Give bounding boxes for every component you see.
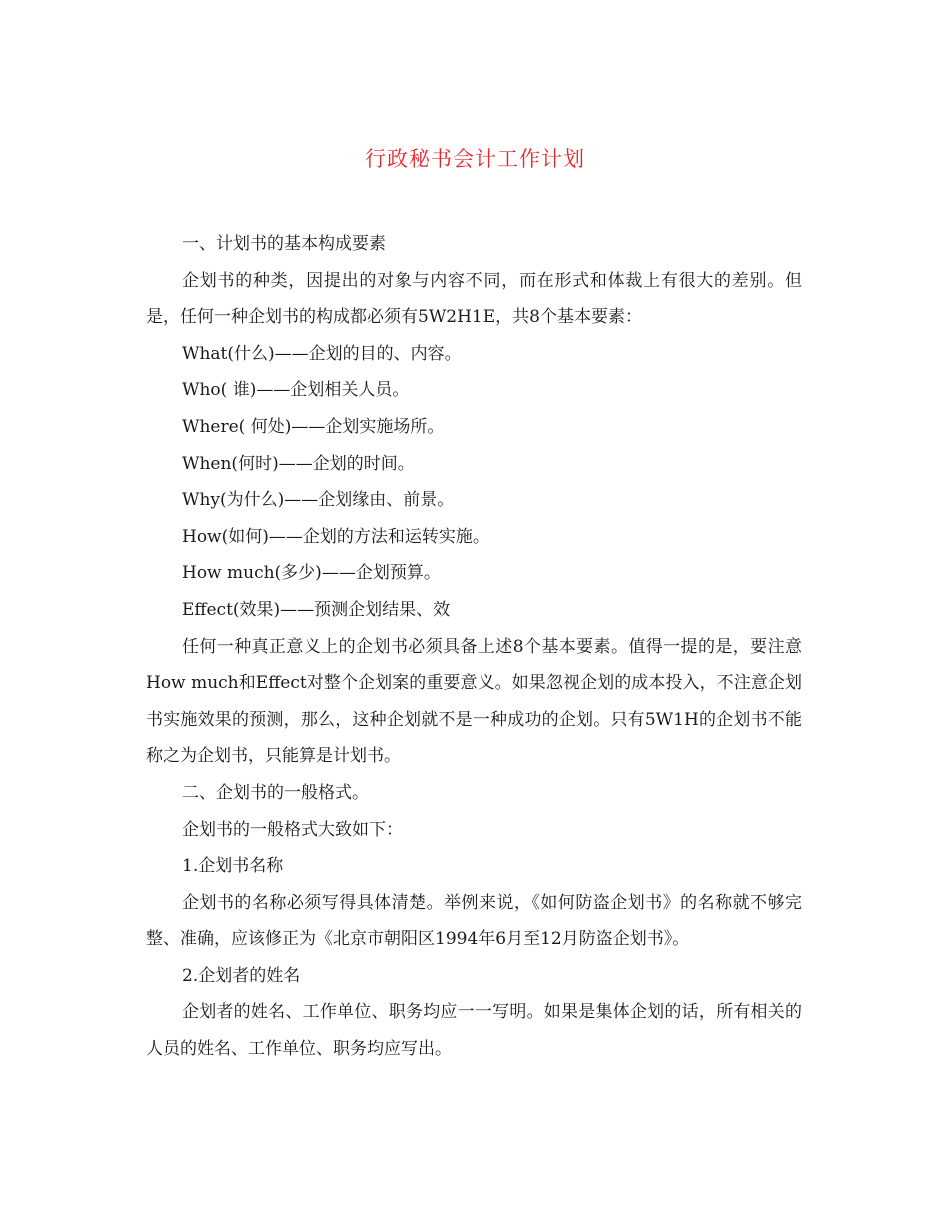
heading-general-format: 二、企划书的一般格式。 [182,782,369,803]
heading-basic-elements: 一、计划书的基本构成要素 [182,234,386,254]
list-item-why: Why(为什么)——企划缘由、前景。 [182,490,455,511]
subheading-planner-name: 2.企划者的姓名 [182,965,301,986]
paragraph-plan-types: 企划书的种类，因提出的对象与内容不同，而在形式和体裁上有很大的差别。但是，任何一种企划书的构成都必须有5W2H1E，共8个基本要素： [146,270,802,328]
subheading-plan-name: 1.企划书名称 [182,856,284,877]
list-item-when: When(何时)——企划的时间。 [182,453,415,474]
paragraph-plan-name: 企划书的名称必须写得具体清楚。举例来说，《如何防盗企划书》的名称就不够完整、准确，应该修正为《北京市朝阳区1994年6月至12月防盗企划书》。 [146,892,802,950]
list-item-effect: Effect(效果)——预测企划结果、效 [182,599,451,620]
document-body [146,226,802,1068]
list-item-how-much: How much(多少)——企划预算。 [182,563,441,584]
document-title: 行政秘书会计工作计划 [365,147,585,171]
list-item-where: Where( 何处)——企划实施场所。 [182,416,445,437]
list-item-how: How(如何)——企划的方法和运转实施。 [182,526,490,547]
list-item-what: What(什么)——企划的目的、内容。 [182,343,462,364]
paragraph-format-intro: 企划书的一般格式大致如下： [182,819,403,840]
paragraph-planner-name: 企划者的姓名、工作单位、职务均应一一写明。如果是集体企划的话，所有相关的人员的姓名、工作单位、职务均应写出。 [146,1002,802,1060]
list-item-who: Who( 谁)——企划相关人员。 [182,380,410,401]
paragraph-eight-elements: 任何一种真正意义上的企划书必须具备上述8个基本要素。值得一提的是，要注意How much和Effect对整个企划案的重要意义。如果忽视企划的成本投入，不注意企划书实施效果的预测，那么，这种企划就不是一种成功的企划。只有5W1H的企划书不能称之为企划书，只能算是计划书。 [146,636,802,767]
